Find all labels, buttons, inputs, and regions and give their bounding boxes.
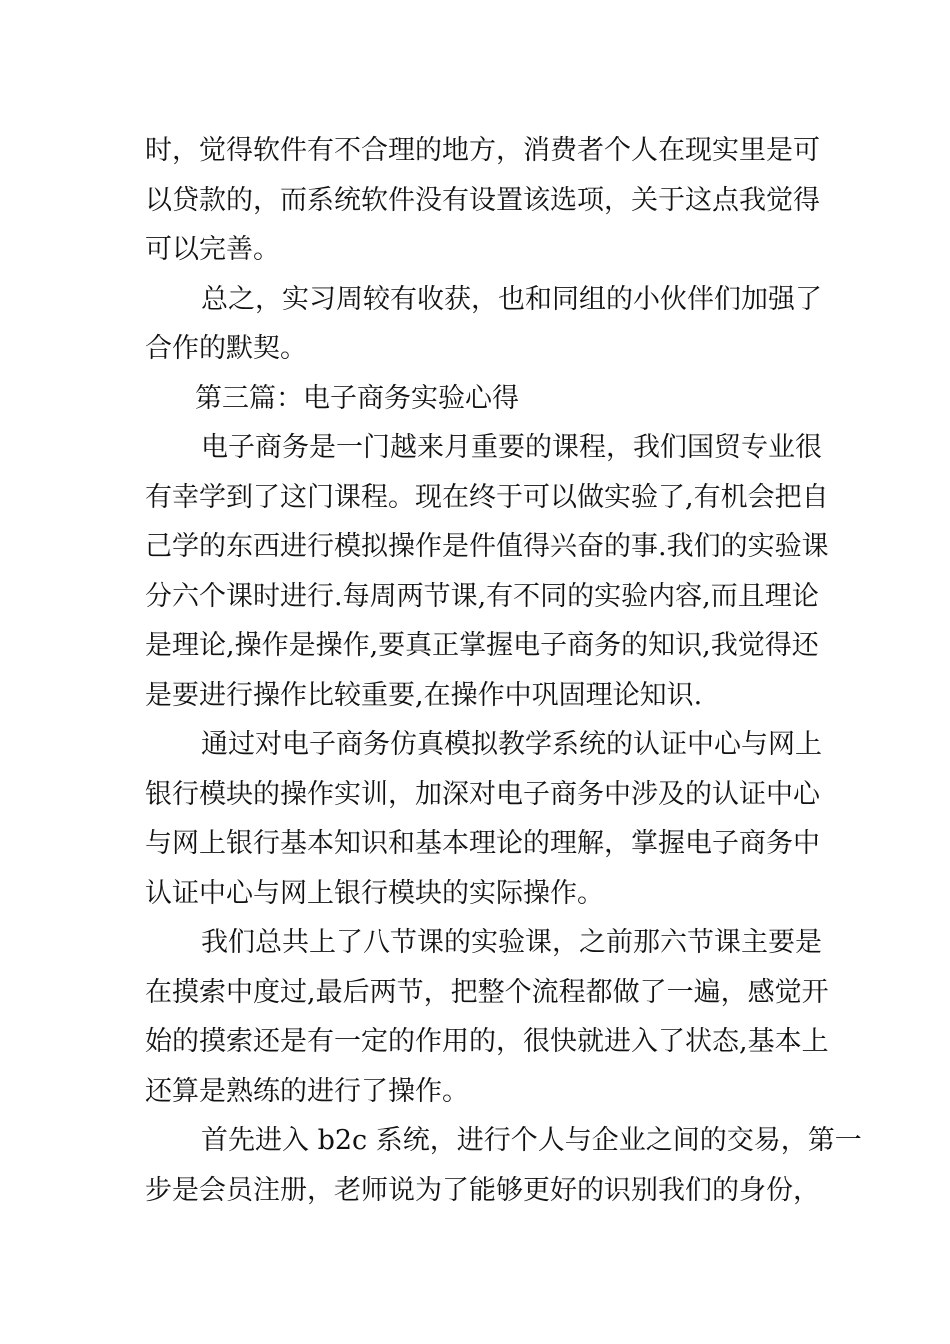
text-line: 时，觉得软件有不合理的地方，消费者个人在现实里是可	[145, 135, 820, 166]
paragraph-lessons	[145, 918, 829, 1116]
text-line: 与网上银行基本知识和基本理论的理解，掌握电子商务中	[145, 828, 820, 859]
heading-text: 第三篇：电子商务实验心得	[195, 382, 519, 414]
text-line: 始的摸索还是有一定的作用的，很快就进入了状态,基本上	[145, 1026, 829, 1057]
text-line: 首先进入 b2c 系统，进行个人与企业之间的交易，第一	[201, 1125, 862, 1156]
text-line: 我们总共上了八节课的实验课，之前那六节课主要是	[201, 927, 822, 958]
document-body	[145, 126, 862, 1215]
paragraph-intro	[145, 423, 829, 720]
text-line: 己学的东西进行模拟操作是件值得兴奋的事.我们的实验课	[145, 531, 829, 562]
text-line: 认证中心与网上银行模块的实际操作。	[145, 877, 604, 909]
paragraph-summary	[145, 275, 822, 374]
text-line: 分六个课时进行.每周两节课,有不同的实验内容,而且理论	[145, 580, 819, 612]
text-line: 是要进行操作比较重要,在操作中巩固理论知识.	[145, 679, 703, 711]
text-line: 可以完善。	[145, 234, 280, 265]
text-line: 有幸学到了这门课程。现在终于可以做实验了,有机会把自	[145, 481, 829, 513]
text-line: 通过对电子商务仿真模拟教学系统的认证中心与网上	[201, 729, 822, 760]
text-line: 合作的默契。	[145, 333, 307, 364]
paragraph-training	[145, 720, 822, 918]
text-line: 以贷款的，而系统软件没有设置该选项，关于这点我觉得	[145, 184, 820, 216]
section-heading	[145, 374, 810, 424]
text-line: 电子商务是一门越来月重要的课程，我们国贸专业很	[201, 432, 822, 463]
text-line: 还算是熟练的进行了操作。	[145, 1075, 469, 1107]
text-line: 是理论,操作是操作,要真正掌握电子商务的知识,我觉得还	[145, 630, 819, 661]
text-line: 步是会员注册，老师说为了能够更好的识别我们的身份，	[145, 1174, 820, 1206]
paragraph-continuation	[145, 126, 820, 275]
text-line: 在摸索中度过,最后两节，把整个流程都做了一遍，感觉开	[145, 976, 829, 1008]
text-line: 银行模块的操作实训，加深对电子商务中涉及的认证中心	[145, 778, 820, 810]
paragraph-b2c	[145, 1116, 862, 1215]
text-line: 总之，实习周较有收获，也和同组的小伙伴们加强了	[201, 283, 822, 315]
